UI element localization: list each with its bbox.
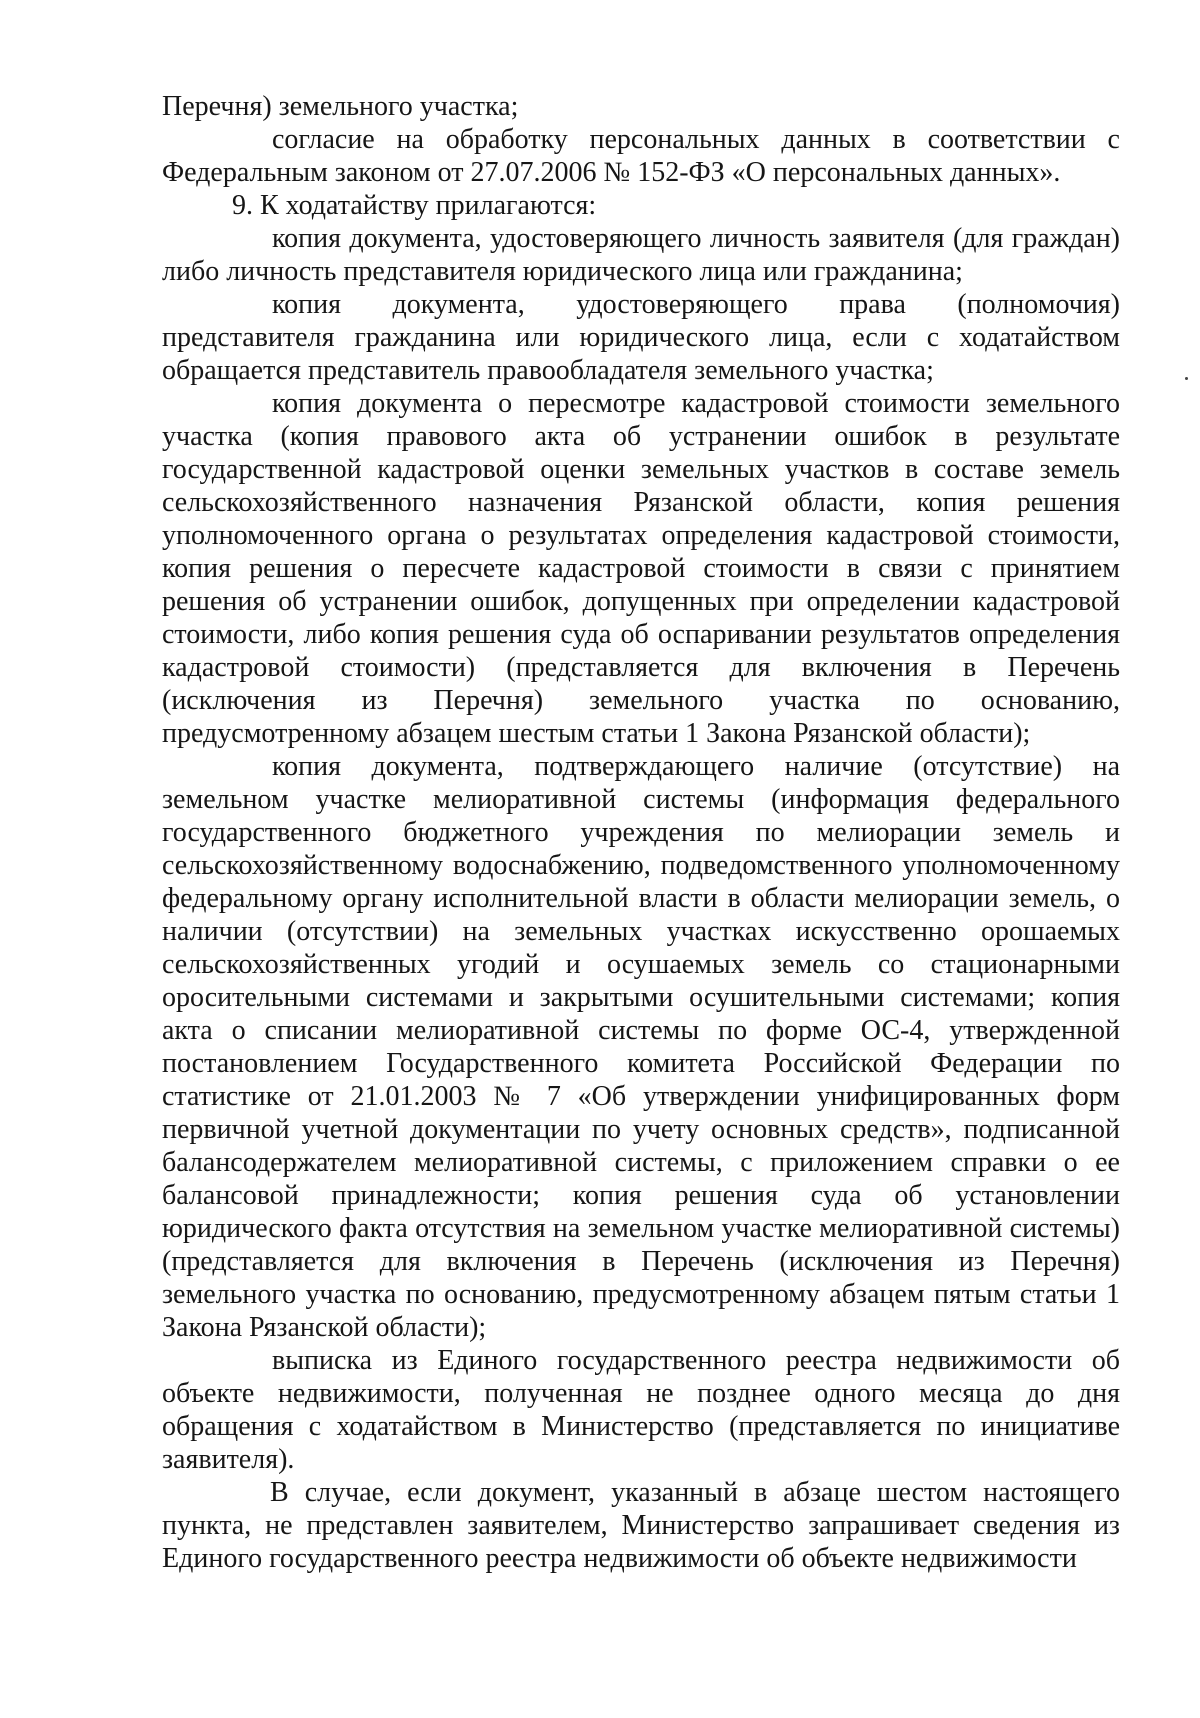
paragraph-6: копия документа о пересмотре кадастровой стоимости земельного участка (копия правового акта об устранении ошибок в результате государственной кадастровой оценки земельных участков в составе земель сельскохозяйственного назначения Рязанской области, копия решения уполномоченного органа о результатах определения кадастровой стоимости, копия решения о пересчете кадастровой стоимости в связи с принятием решения об устранении ошибок, допущенных при определении кадастровой стоимости, либо копия решения суда об оспаривании результатов определения кадастровой стоимости) (представляется для включения в Перечень (исключения из Перечня) земельного участка по основанию, предусмотренному абзацем шестым статьи 1 Закона Рязанской области);: [162, 388, 1120, 749]
paragraph-5: копия документа, удостоверяющего права (полномочия) представителя гражданина или юридического лица, если с ходатайством обращается представитель правообладателя земельного участка;: [162, 289, 1120, 386]
paragraph-3: 9. К ходатайству прилагаются:: [232, 190, 597, 221]
paragraph-4: копия документа, удостоверяющего личность заявителя (для граждан) либо личность представителя юридического лица или гражданина;: [162, 223, 1120, 287]
paragraph-9: В случае, если документ, указанный в абзаце шестом настоящего пункта, не представлен заявителем, Министерство запрашивает сведения из Единого государственного реестра недвижимости об объекте недвижимости: [162, 1477, 1120, 1574]
paragraph-8: выписка из Единого государственного реестра недвижимости об объекте недвижимости, полученная не позднее одного месяца до дня обращения с ходатайством в Министерство (представляется по инициативе заявителя).: [162, 1345, 1120, 1475]
paragraph-1: Перечня) земельного участка;: [162, 91, 519, 122]
document-body: [162, 90, 1120, 1575]
paragraph-7: копия документа, подтверждающего наличие (отсутствие) на земельном участке мелиоративной системы (информация федерального государственного бюджетного учреждения по мелиорации земель и сельскохозяйственному водоснабжению, подведомственного уполномоченному федеральному органу исполнительной власти в области мелиорации земель, о наличии (отсутствии) на земельных участках искусственно орошаемых сельскохозяйственных угодий и осушаемых земель со стационарными оросительными системами и закрытыми осушительными системами; копия акта о списании мелиоративной системы по форме ОС-4, утвержденной постановлением Государственного комитета Российской Федерации по статистике от 21.01.2003 № 7 «Об утверждении унифицированных форм первичной учетной документации по учету основных средств», подписанной балансодержателем мелиоративной системы, с приложением справки о ее балансовой принадлежности; копия решения суда об установлении юридического факта отсутствия на земельном участке мелиоративной системы) (представляется для включения в Перечень (исключения из Перечня) земельного участка по основанию, предусмотренному абзацем пятым статьи 1 Закона Рязанской области);: [162, 751, 1120, 1343]
scan-speck: [1185, 377, 1188, 380]
paragraph-2: согласие на обработку персональных данных в соответствии с Федеральным законом от 27.07.2006 № 152-ФЗ «О персональных данных».: [162, 124, 1120, 188]
